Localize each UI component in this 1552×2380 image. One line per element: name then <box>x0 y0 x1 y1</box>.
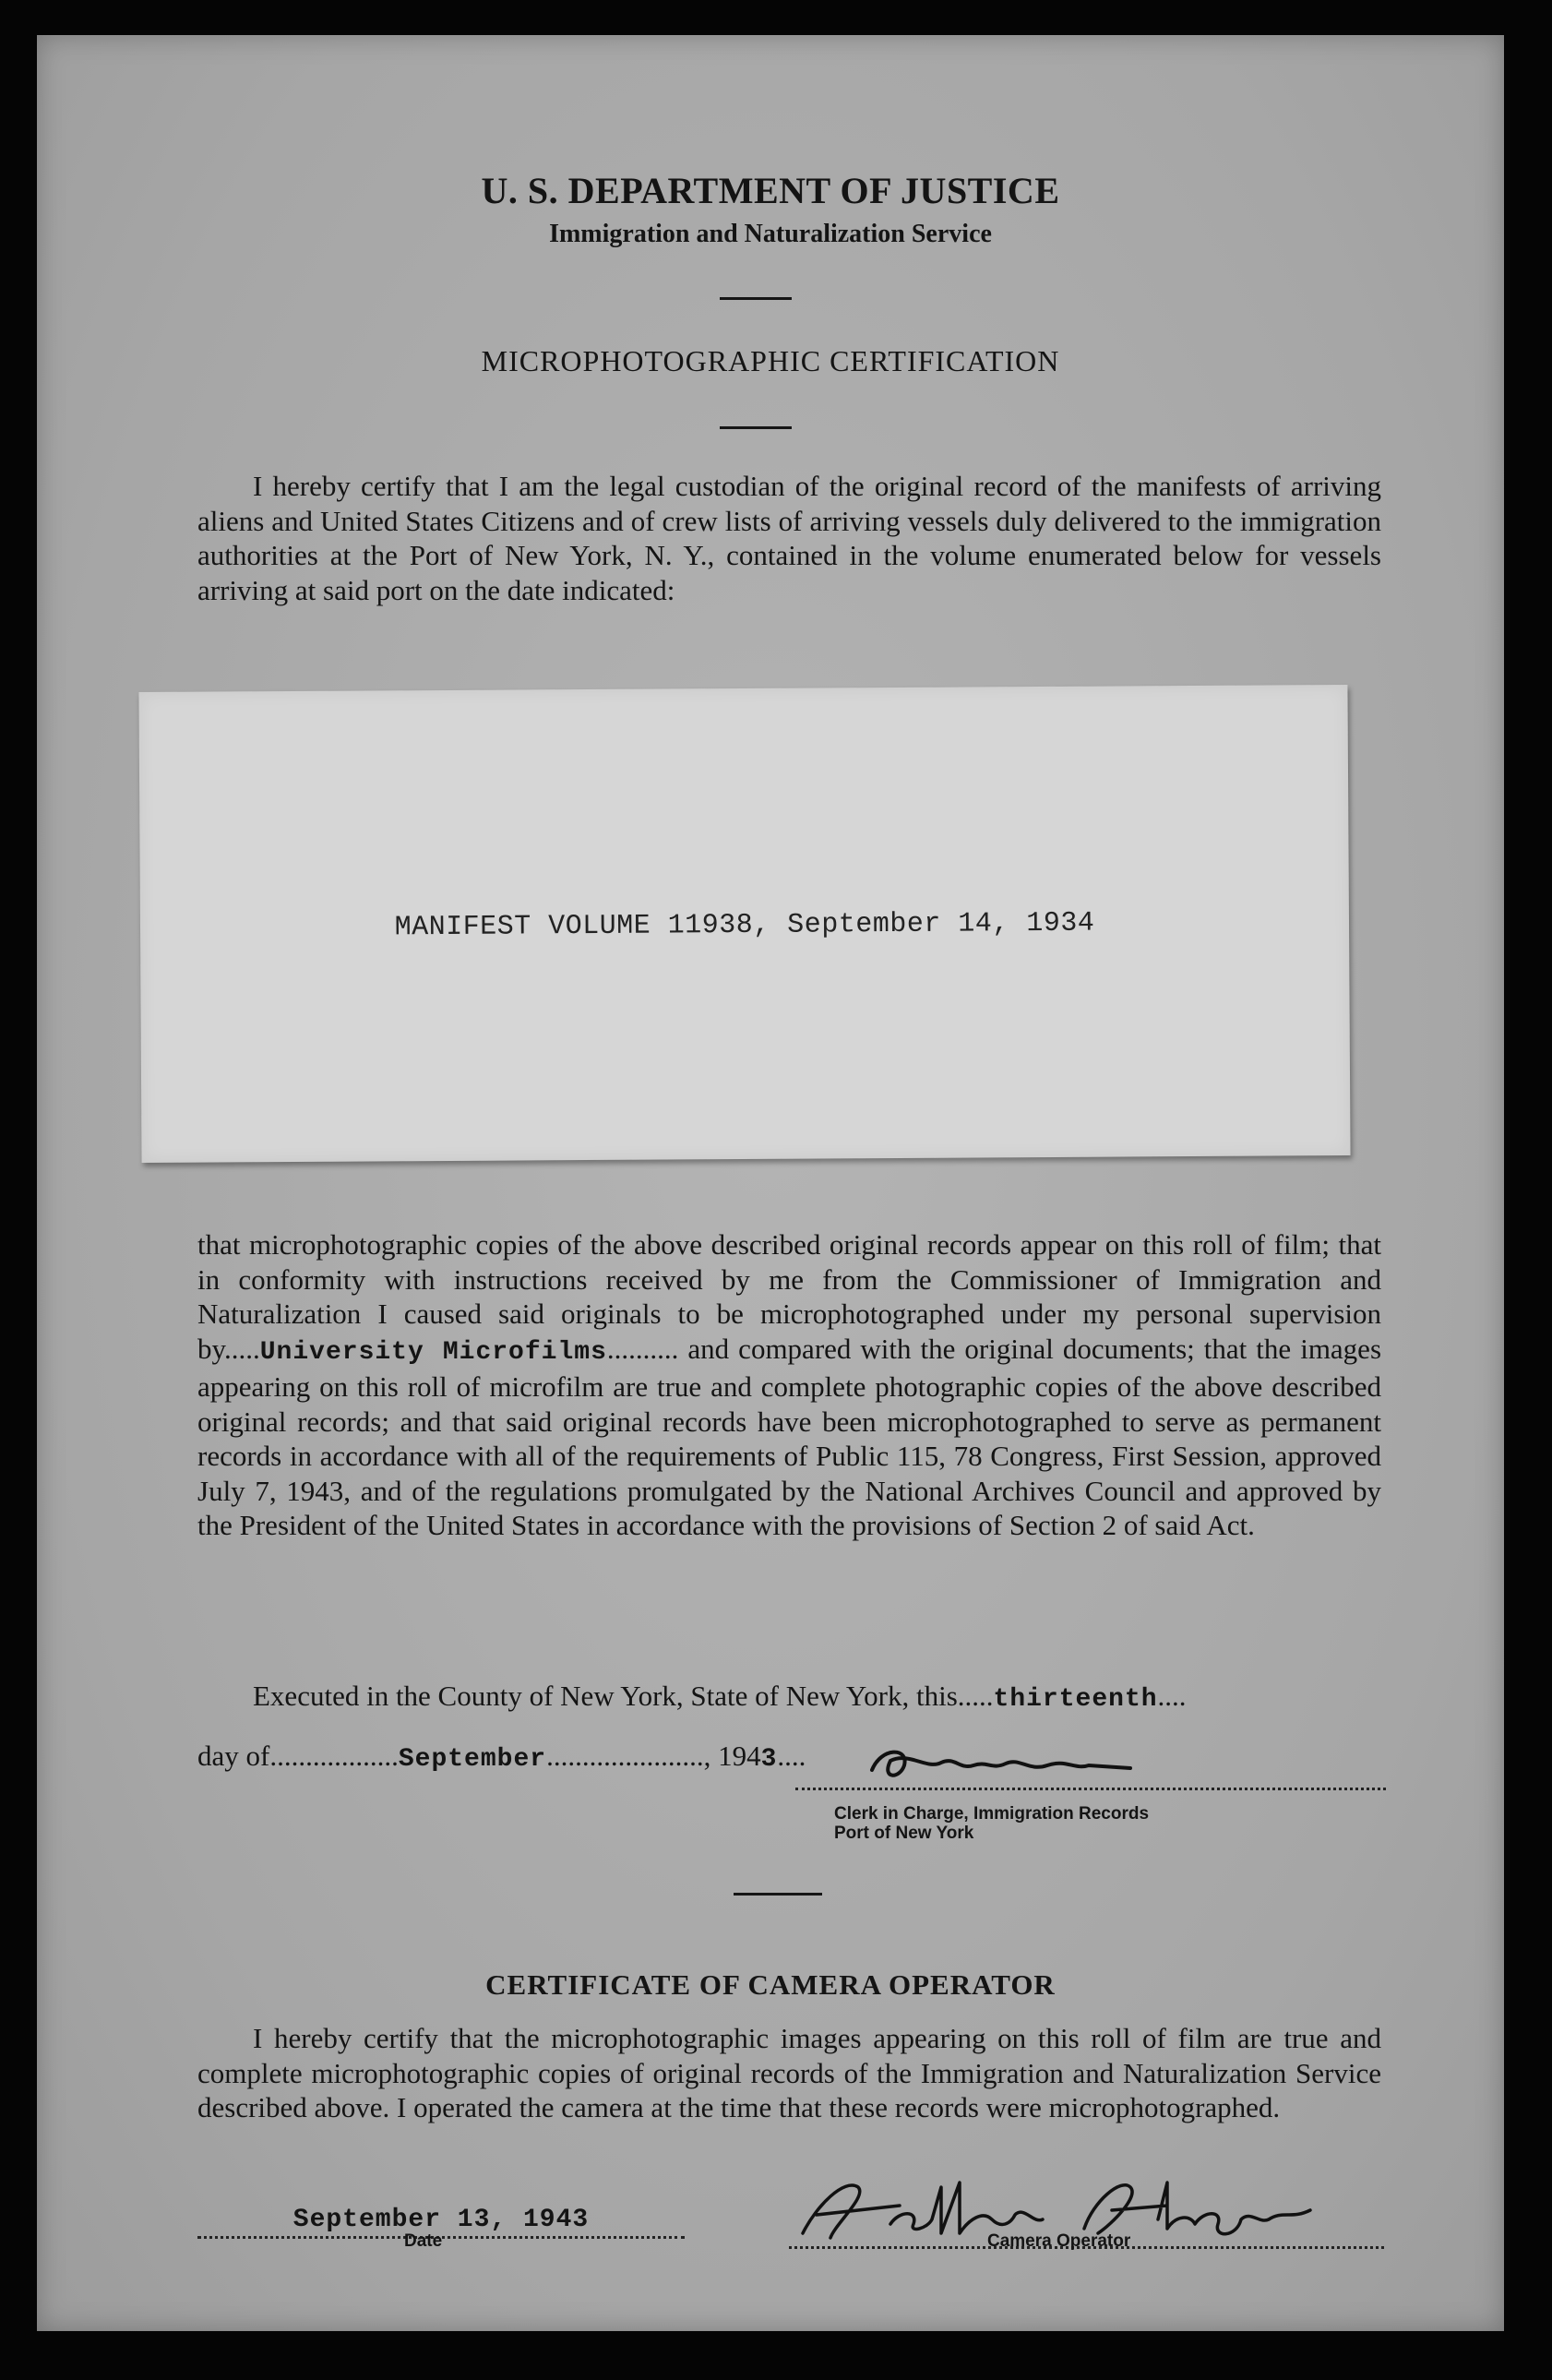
clerk-office: Port of New York <box>834 1824 974 1843</box>
year-prefix: , 194 <box>703 1740 761 1772</box>
execution-text: Executed in the County of New York, State of New York, this <box>253 1680 958 1712</box>
fill-dots: .................. <box>269 1740 399 1772</box>
execution-line <box>253 1680 1187 1714</box>
certificate-sheet <box>37 35 1504 2331</box>
body-text-start: that microphotographic copies of the above described original records appear on this roll of film; that in conformity with instructions received by me from the Commissioner of Immigration and Naturalization I caused said originals to be microphotographed under my personal supervision by <box>197 1228 1381 1365</box>
divider-rule <box>734 1893 822 1896</box>
divider-rule <box>720 426 792 429</box>
fill-dots: .......... <box>606 1332 679 1365</box>
date-label: Date <box>404 2231 443 2251</box>
fill-dots: ...................... <box>546 1740 704 1772</box>
camera-operator-heading: CERTIFICATE OF CAMERA OPERATOR <box>485 1968 1056 2001</box>
year-digit: 3 <box>760 1745 778 1774</box>
operator-company: University Microfilms <box>259 1337 607 1367</box>
certification-date: September 13, 1943 <box>197 2206 685 2239</box>
month-value: September <box>398 1745 547 1774</box>
volume-label-slip <box>138 685 1350 1163</box>
clerk-signature-line <box>795 1784 1386 1790</box>
certification-title: MICROPHOTOGRAPHIC CERTIFICATION <box>481 344 1060 377</box>
day-word: thirteenth <box>993 1685 1158 1714</box>
custodian-statement: I hereby certify that I am the legal custodian of the original record of the manifests of arriving aliens and United States Citizens and of crew lists of arriving vessels duly delivered to the immigration authorities at the Port of New York, N. Y., contained in the volume enumerated below for vessels arriving at said port on the date indicated: <box>197 470 1381 606</box>
day-of-line <box>197 1740 806 1774</box>
body-text-end: and compared with the original documents; that the images appearing on this roll of microfilm are true and complete photographic copies of the above described original records; and that said original records have been microphotographed to serve as permanent records in accordance with all of the requirements of Public 115, 78 Congress, First Session, approved July 7, 1943, and of the regulations promulgated by the National Archives Council and approved by the President of the United States in accordance with the provisions of Section 2 of said Act. <box>197 1332 1382 1541</box>
divider-rule <box>720 297 792 300</box>
department-heading: U. S. DEPARTMENT OF JUSTICE <box>481 170 1060 211</box>
fill-dots: ..... <box>957 1680 994 1712</box>
operator-label: Camera Operator <box>987 2231 1131 2251</box>
day-of-text: day of <box>197 1740 270 1772</box>
fill-dots: ..... <box>224 1332 260 1365</box>
fill-dots: .... <box>1157 1680 1187 1712</box>
manifest-volume-label: MANIFEST VOLUME 11938, September 14, 1934 <box>394 907 1095 944</box>
service-subheading: Immigration and Naturalization Service <box>549 220 992 248</box>
fill-dots: .... <box>777 1740 806 1772</box>
camera-operator-statement: I hereby certify that the microphotographic images appearing on this roll of film are true and complete microphotographic copies of original records of the Immigration and Naturalization Service described above. I operated the camera at the time that these records were microphotographed. <box>197 2022 1381 2123</box>
clerk-title: Clerk in Charge, Immigration Records <box>834 1804 1150 1824</box>
certification-body <box>197 1227 1381 1543</box>
